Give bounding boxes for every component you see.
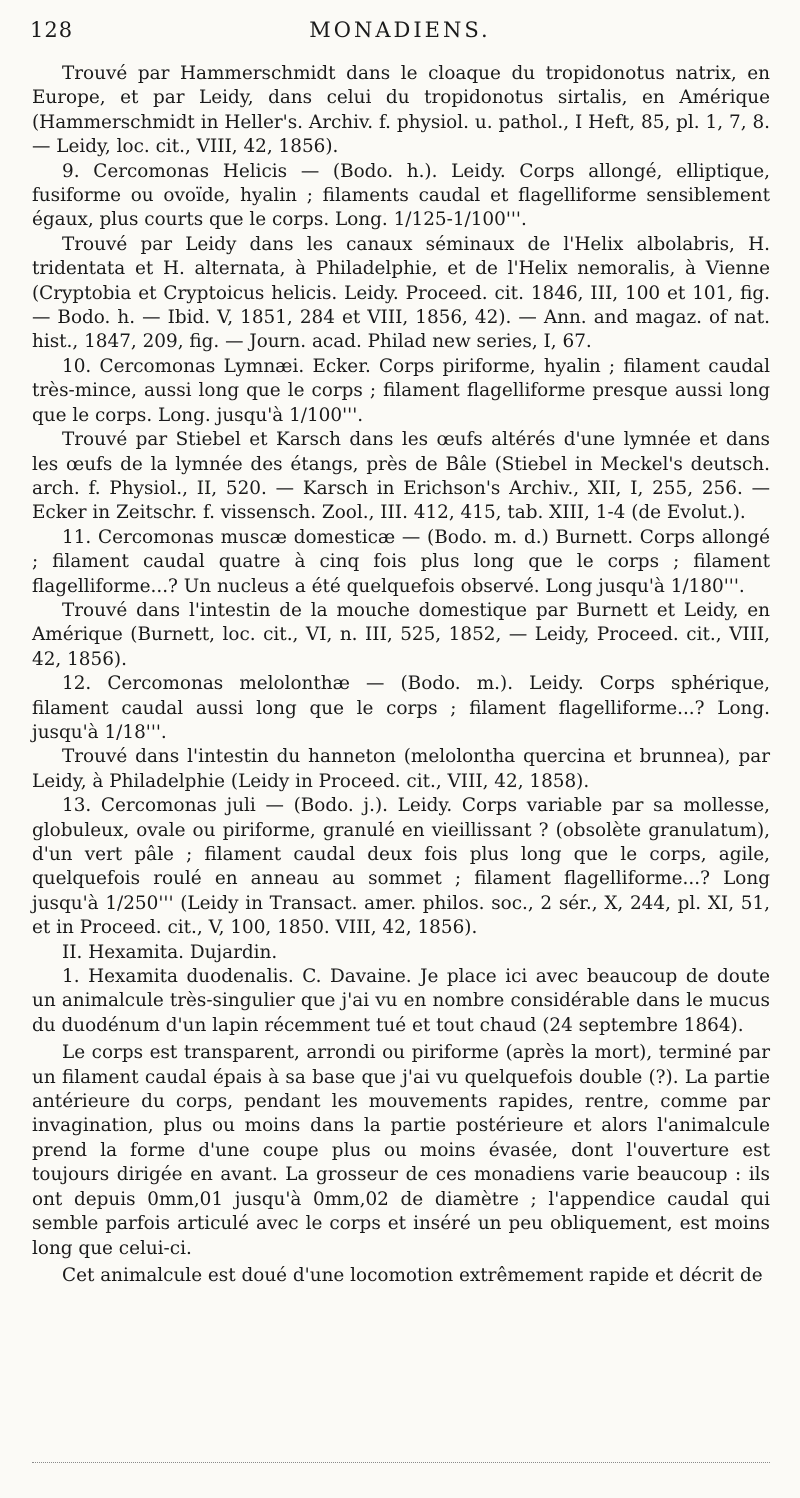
paragraph: Trouvé dans l'intestin de la mouche domestique par Burnett et Leidy, en Amérique (Burnett, loc. cit., VI, n. III, 525, 1852, — Leidy, Proceed. cit., VIII, 42, 1856). — [32, 599, 770, 670]
paragraph: Cet animalcule est doué d'une locomotion extrêmement rapide et décrit de — [62, 1264, 763, 1286]
paragraph: Trouvé par Leidy dans les canaux séminaux de l'Helix albolabris, H. tridentata et H. alternata, à Philadelphie, et de l'Helix nemoralis, à Vienne (Cryptobia et Cryptoicus helicis. Leidy. Proceed. cit. 1846, III, 100 et 101, fig. — Bodo. h. — Ibid. V, 1851, 284 et VIII, 1856, 42). — Ann. and magaz. of nat. hist., 1847, 209, fig. — Journ. acad. Philad new series, I, 67. — [32, 233, 770, 353]
page-number: 128 — [30, 18, 74, 42]
section-heading: II. Hexamita. Dujardin. — [62, 941, 278, 963]
paragraph: 13. Cercomonas juli — (Bodo. j.). Leidy. Corps variable par sa mollesse, globuleux, ovale ou piriforme, granulé en vieillissant ? (obsolète granulatum), d'un vert pâle ; filament caudal deux fois plus long que le corps, agile, quelquefois roulé en anneau au sommet ; filament flagelliforme...? Long jusqu'à 1/250''' (Leidy in Transact. amer. philos. soc., 2 sér., X, 244, pl. XI, 51, et in Proceed. cit., V, 100, 1850. VIII, 42, 1856). — [32, 795, 770, 939]
paragraph: 11. Cercomonas muscæ domesticæ — (Bodo. m. d.) Burnett. Corps allongé ; filament caudal quatre à cinq fois plus long que le corps ; filament flagelliforme...? Un nucleus a été quelquefois observé. Long jusqu'à 1/180'''. — [32, 526, 770, 597]
footer-divider — [32, 1462, 770, 1463]
page-body — [32, 62, 770, 1288]
paragraph: Trouvé par Hammerschmidt dans le cloaque du tropidonotus natrix, en Europe, et par Leidy, dans celui du tropidonotus sirtalis, en Amérique (Hammerschmidt in Heller's. Archiv. f. physiol. u. pathol., I Heft, 85, pl. 1, 7, 8. — Leidy, loc. cit., VIII, 42, 1856). — [32, 63, 770, 158]
paragraph: 10. Cercomonas Lymnæi. Ecker. Corps piriforme, hyalin ; filament caudal très-mince, aussi long que le corps ; filament flagelliforme presque aussi long que le corps. Long. jusqu'à 1/100'''. — [32, 355, 770, 426]
paragraph: Trouvé dans l'intestin du hanneton (melolontha quercina et brunnea), par Leidy, à Philadelphie (Leidy in Proceed. cit., VIII, 42, 1858). — [32, 746, 770, 792]
page-header — [30, 14, 770, 48]
running-title: MONADIENS. — [309, 18, 491, 42]
paragraph: Le corps est transparent, arrondi ou piriforme (après la mort), terminé par un filament caudal épais à sa base que j'ai vu quelquefois double (?). La partie antérieure du corps, pendant les mouvements rapides, rentre, comme par invagination, plus ou moins dans la partie postérieure et alors l'animalcule prend la forme d'une coupe plus ou moins évasée, dont l'ouverture est toujours dirigée en avant. La grosseur de ces monadiens varie beaucoup : ils ont depuis 0mm,01 jusqu'à 0mm,02 de diamètre ; l'appendice caudal qui semble parfois articulé avec le corps et inséré un peu obliquement, est moins long que celui-ci. — [32, 1042, 770, 1259]
paragraph: Trouvé par Stiebel et Karsch dans les œufs altérés d'une lymnée et dans les œufs de la lymnée des étangs, près de Bâle (Stiebel in Meckel's deutsch. arch. f. Physiol., II, 520. — Karsch in Erichson's Archiv., XII, I, 255, 256. — Ecker in Zeitschr. f. vissensch. Zool., III. 412, 415, tab. XIII, 1-4 (de Evolut.). — [32, 429, 770, 524]
paragraph: 9. Cercomonas Helicis — (Bodo. h.). Leidy. Corps allongé, elliptique, fusiforme ou ovoïde, hyalin ; filaments caudal et flagelliforme sensiblement égaux, plus courts que le corps. Long. 1/125-1/100'''. — [32, 160, 770, 231]
paragraph: 12. Cercomonas melolonthæ — (Bodo. m.). Leidy. Corps sphérique, filament caudal aussi long que le corps ; filament flagelliforme...? Long. jusqu'à 1/18'''. — [32, 673, 770, 743]
paragraph: 1. Hexamita duodenalis. C. Davaine. Je place ici avec beaucoup de doute un animalcule très-singulier que j'ai vu en nombre considérable dans le mucus du duodénum d'un lapin récemment tué et tout chaud (24 septembre 1864). — [32, 966, 770, 1036]
